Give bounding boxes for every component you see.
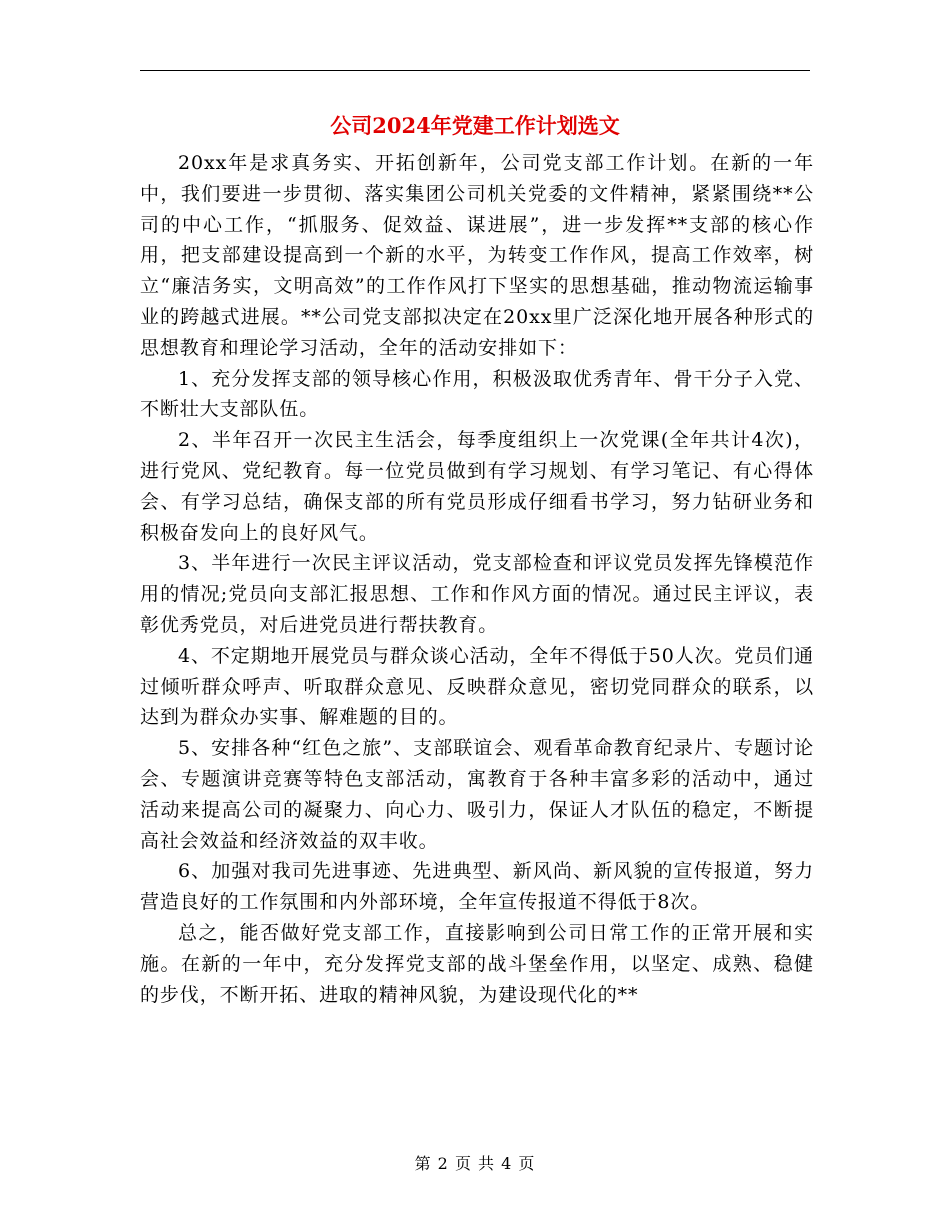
page-number-footer: 第 2 页 共 4 页	[414, 1154, 536, 1173]
item-3-paragraph: 3、半年进行一次民主评议活动，党支部检查和评议党员发挥先锋模范作用的情况;党员向支部汇报思想、工作和作风方面的情况。通过民主评议，表彰优秀党员，对后进党员进行帮扶教育。	[140, 552, 814, 636]
intro-paragraph: 20xx年是求真务实、开拓创新年，公司党支部工作计划。在新的一年中，我们要进一步贯彻、落实集团公司机关党委的文件精神，紧紧围绕**公司的中心工作，“抓服务、促效益、谋进展”，进一步发挥**支部的核心作用，把支部建设提高到一个新的水平，为转变工作作风，提高工作效率，树立“廉洁务实，文明高效”的工作作风打下坚实的思想基础，推动物流运输事业的跨越式进展。**公司党支部拟决定在20xx里广泛深化地开展各种形式的思想教育和理论学习活动，全年的活动安排如下：	[140, 152, 814, 359]
item-6-paragraph: 6、加强对我司先进事迹、先进典型、新风尚、新风貌的宣传报道，努力营造良好的工作氛围和内外部环境，全年宣传报道不得低于8次。	[140, 860, 814, 914]
item-1-paragraph: 1、充分发挥支部的领导核心作用，积极汲取优秀青年、骨干分子入党、不断壮大支部队伍。	[140, 367, 814, 421]
document-body	[140, 148, 814, 1010]
item-5-paragraph: 5、安排各种“红色之旅”、支部联谊会、观看革命教育纪录片、专题讨论会、专题演讲竞赛等特色支部活动，寓教育于各种丰富多彩的活动中，通过活动来提高公司的凝聚力、向心力、吸引力，保证人才队伍的稳定，不断提高社会效益和经济效益的双丰收。	[140, 737, 814, 852]
item-2-paragraph: 2、半年召开一次民主生活会，每季度组织上一次党课(全年共计4次)，进行党风、党纪教育。每一位党员做到有学习规划、有学习笔记、有心得体会、有学习总结，确保支部的所有党员形成仔细看书学习，努力钻研业务和积极奋发向上的良好风气。	[140, 429, 814, 544]
item-4-paragraph: 4、不定期地开展党员与群众谈心活动，全年不得低于50人次。党员们通过倾听群众呼声、听取群众意见、反映群众意见，密切党同群众的联系，以达到为群众办实事、解难题的目的。	[140, 644, 814, 729]
conclusion-paragraph: 总之，能否做好党支部工作，直接影响到公司日常工作的正常开展和实施。在新的一年中，充分发挥党支部的战斗堡垒作用，以坚定、成熟、稳健的步伐，不断开拓、进取的精神风貌，为建设现代化的**	[140, 921, 814, 1006]
document-title: 公司2024年党建工作计划选文	[330, 113, 620, 138]
header-rule	[140, 70, 810, 71]
